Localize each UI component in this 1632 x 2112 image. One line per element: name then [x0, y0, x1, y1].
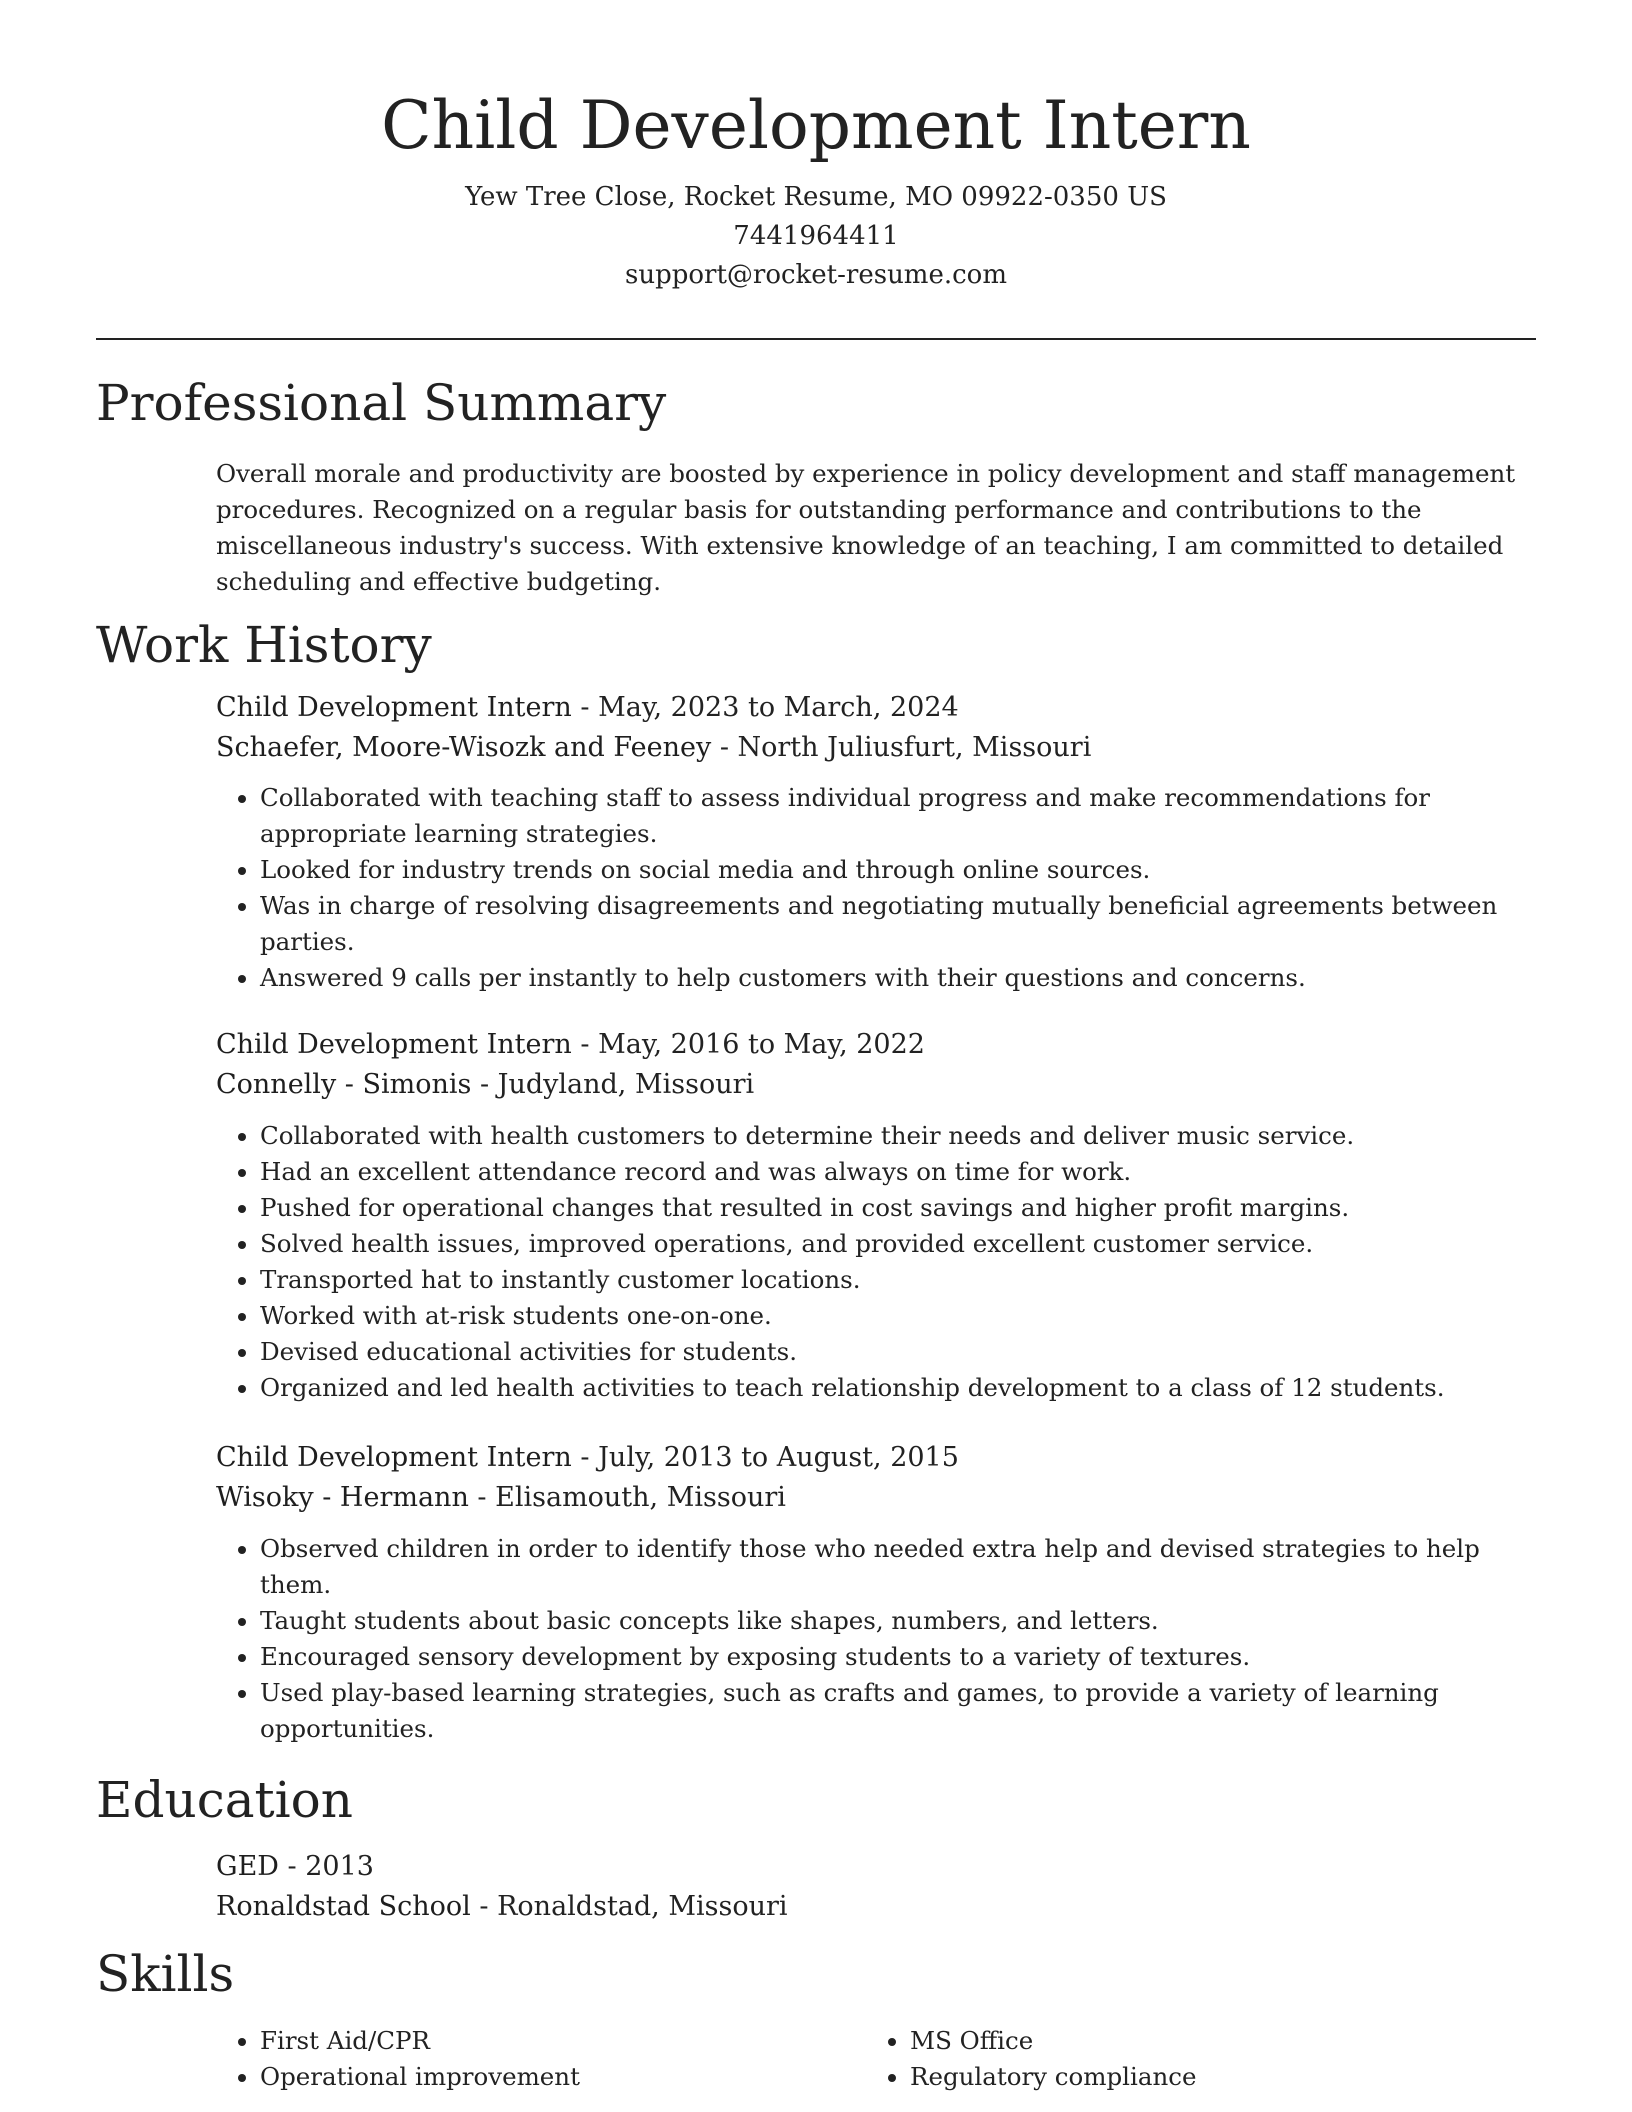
- job-entry: [216, 1438, 1536, 1747]
- address-line: Yew Tree Close, Rocket Resume, MO 09922-0350 US: [465, 182, 1167, 212]
- job-bullets: [216, 1531, 1536, 1747]
- job-bullets: [216, 1118, 1536, 1406]
- job-company: Connelly - Simonis: [216, 1069, 472, 1100]
- email-line: support@rocket-resume.com: [624, 260, 1007, 290]
- phone-line: 7441964411: [733, 221, 899, 251]
- list-item: • Taught students about basic concepts like shapes, numbers, and letters.: [260, 1603, 1536, 1639]
- job-dates: - May, 2023 to March, 2024: [571, 692, 959, 723]
- summary-heading: Professional Summary: [96, 374, 667, 432]
- skills-column-left: [216, 2023, 866, 2095]
- job-company-line: [216, 728, 1536, 768]
- list-item: • Collaborated with health customers to determine their needs and deliver music service.: [260, 1118, 1536, 1154]
- header-divider: [96, 338, 1536, 340]
- list-item: • Collaborated with teaching staff to assess individual progress and make recommendations for appropriate learning strategies.: [260, 780, 1536, 852]
- job-location: - Elisamouth, Missouri: [468, 1482, 786, 1513]
- list-item: • Was in charge of resolving disagreements and negotiating mutually beneficial agreements between parties.: [260, 888, 1536, 960]
- job-title-line: [216, 1438, 1536, 1478]
- job-title-line: [216, 688, 1536, 728]
- education-school-line: [216, 1887, 1536, 1927]
- job-location: - Judyland, Missouri: [471, 1069, 755, 1100]
- list-item: • Used play-based learning strategies, such as crafts and games, to provide a variety of learning opportunities.: [260, 1675, 1536, 1747]
- education-entry: [216, 1847, 1536, 1927]
- summary-text: Overall morale and productivity are boosted by experience in policy development and staff management procedures. Recognized on a regular basis for outstanding performance and contributions to the miscellaneous industry's success. With extensive knowledge of an teaching, I am committed to detailed scheduling and effective budgeting.: [216, 459, 1516, 596]
- job-dates: - May, 2016 to May, 2022: [571, 1029, 925, 1060]
- list-item: • Worked with at-risk students one-on-one.: [260, 1298, 1536, 1334]
- list-item: • Solved health issues, improved operations, and provided excellent customer service.: [260, 1226, 1536, 1262]
- education-school: Ronaldstad School: [216, 1891, 471, 1922]
- skills-list-left: [216, 2023, 866, 2095]
- job-company-line: [216, 1478, 1536, 1518]
- job-title: Child Development Intern: [216, 1442, 572, 1473]
- list-item: • Transported hat to instantly customer locations.: [260, 1262, 1536, 1298]
- list-item: • Organized and led health activities to teach relationship development to a class of 12 students.: [260, 1370, 1536, 1406]
- skills-column-right: [866, 2023, 1516, 2095]
- resume-page: [96, 0, 1536, 2095]
- job-entry: [216, 1025, 1536, 1406]
- list-item: • Operational improvement: [260, 2059, 866, 2095]
- job-dates: - July, 2013 to August, 2015: [571, 1442, 959, 1473]
- skills-heading: Skills: [96, 1945, 235, 2003]
- list-item: • Observed children in order to identify those who needed extra help and devised strategies to help them.: [260, 1531, 1536, 1603]
- job-bullets: [216, 780, 1536, 996]
- job-title: Child Development Intern: [216, 692, 572, 723]
- list-item: • MS Office: [910, 2023, 1516, 2059]
- job-entry: [216, 688, 1536, 996]
- job-company: Wisoky - Hermann: [216, 1482, 469, 1513]
- job-company-line: [216, 1065, 1536, 1105]
- summary-section: [216, 456, 1536, 600]
- education-degree: GED: [216, 1851, 279, 1882]
- skills-list-right: [866, 2023, 1516, 2095]
- list-item: • Pushed for operational changes that resulted in cost savings and higher profit margins.: [260, 1190, 1536, 1226]
- resume-name: Child Development Intern: [381, 87, 1251, 164]
- education-degree-line: [216, 1847, 1536, 1887]
- job-title-line: [216, 1025, 1536, 1065]
- list-item: • Looked for industry trends on social media and through online sources.: [260, 852, 1536, 888]
- list-item: • Devised educational activities for students.: [260, 1334, 1536, 1370]
- job-location: - North Juliusfurt, Missouri: [711, 732, 1092, 763]
- job-company: Schaefer, Moore-Wisozk and Feeney: [216, 732, 712, 763]
- job-title: Child Development Intern: [216, 1029, 572, 1060]
- resume-header: [96, 0, 1536, 295]
- list-item: • Regulatory compliance: [910, 2059, 1516, 2095]
- list-item: • Had an excellent attendance record and was always on time for work.: [260, 1154, 1536, 1190]
- education-year: - 2013: [278, 1851, 374, 1882]
- skills-section: [216, 2023, 1536, 2095]
- list-item: • Encouraged sensory development by exposing students to a variety of textures.: [260, 1639, 1536, 1675]
- education-heading: Education: [96, 1771, 353, 1829]
- work-history-heading: Work History: [96, 616, 432, 674]
- education-location: - Ronaldstad, Missouri: [470, 1891, 788, 1922]
- list-item: • First Aid/CPR: [260, 2023, 866, 2059]
- list-item: • Answered 9 calls per instantly to help customers with their questions and concerns.: [260, 960, 1536, 996]
